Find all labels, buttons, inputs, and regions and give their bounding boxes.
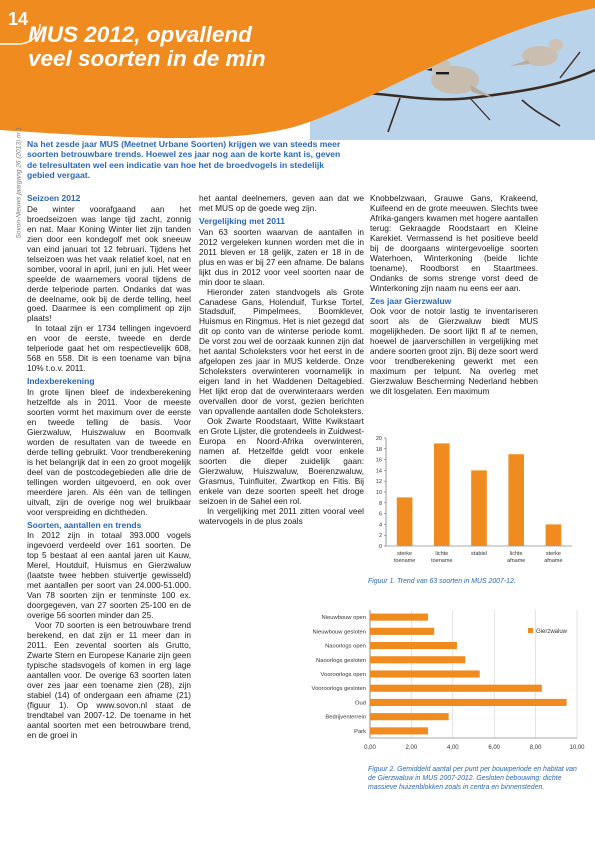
trend-bar-chart: [364, 432, 584, 574]
paragraph: In grote lijnen bleef de indexberekening hetzelfde als in 2011. Voor de meeste soorten vormt het maximum over de eerste en tweede telling de basis. Voor Gierzwaluw, Huiszwaluw en Boomvalk worden de resultaten van de tweede en derde telling gebruikt. Voor trendberekening is het belangrijk dat in een zo groot mogelijk deel van de postcodegebieden alle drie de tellingen worden uitgevoerd, en ook over meerdere jaren. Als één van de tellingen uitvalt, zijn de overige nog wel bruikbaar voor verspreiding en dichtheden.: [27, 387, 191, 517]
bar: [434, 443, 450, 546]
paragraph: het aantal deelnemers, geven aan dat we met MUS op de goede weg zijn.: [199, 193, 364, 213]
y-tick-label: 2: [378, 533, 382, 540]
paragraph: In totaal zijn er 1734 tellingen ingevoerd en voor de eerste, tweede en derde telperiode gaat het om respectievelijk 608, 568 en 558. Dit is een toename van bijna 10% t.o.v. 2011.: [27, 323, 191, 374]
bar: [471, 470, 487, 546]
x-tick-label: afname: [507, 558, 526, 564]
bar: [370, 670, 480, 677]
y-tick-label: Vooroorlogs open: [320, 672, 366, 678]
paragraph: Knobbelzwaan, Grauwe Gans, Krakeend, Kuifeend en de grote meeuwen. Slechts twee Afrika-gangers kwamen met hogere aantallen terug: Gekraagde Roodstaart en Kleine Karekiet. Vermassend is het positieve beeld bij de doorgaans wintergevoelige soorten Waterhoen, Winterkoning (beide lichte toename), Roodborst en Staartmees. Ondanks de soms strenge vorst deed de Winterkoning zijn naam nu eens eer aan.: [370, 193, 538, 293]
figure-2-caption: Figuur 2. Gemiddeld aantal per punt per bouwperiode en habitat van de Gierzwaluw in MUS 2007-2012. Gesloten bebouwing: dichte massieve huizenblokken zoals in centra en binnensteden.: [368, 766, 577, 791]
bar: [370, 713, 449, 720]
text-column-1: [27, 194, 191, 740]
section-heading: Zes jaar Gierzwaluw: [370, 295, 452, 306]
section-heading: Vergelijking met 2011: [199, 215, 285, 226]
text-column-3: [370, 194, 538, 397]
y-tick-label: 20: [375, 436, 382, 442]
x-tick-label: 2,00: [405, 745, 418, 751]
bar: [370, 642, 457, 649]
x-tick-label: toename: [431, 558, 453, 564]
x-tick-label: 4,00: [446, 745, 459, 751]
paragraph: Ook Zwarte Roodstaart, Witte Kwikstaart en Grote Lijster, die grotendeels in Zuidwest-Europa en Noord-Afrika overwinteren, namen af. Hetzelfde geldt voor enkele soorten die dieper zuidelijk gaan: Gierzwaluw, Huiszwaluw, Boerenzwaluw, Grasmus, Tuinfluiter, Zwartkop en Fitis. Bij enkele van deze soorten speelt het droge seizoen in de Sahel een rol.: [199, 415, 364, 506]
paragraph: Voor 70 soorten is een betrouwbare trend berekend, en dat zijn er 11 meer dan in 2011. Een zevental soorten als Grutto, Zwarte Stern en Europese Kanarie zijn geen typische stadsvogels of komen in erg lage aantallen voor. De overige 63 soorten laten over zes jaar een toename zien (28), zijn stabiel (14) of ondergaan een afname (21) (figuur 1). Op www.sovon.nl staat de trendtabel van 2007-12. De toename in het aantal soorten met een betrouwbare trend, en de groei in: [27, 620, 191, 740]
y-tick-label: 10: [375, 490, 382, 496]
y-tick-label: Naoorlogs gesloten: [316, 657, 366, 664]
paragraph: In vergelijking met 2011 zitten vooral veel watervogels in de plus zoals: [199, 505, 364, 526]
x-tick-label: sterke: [545, 551, 561, 557]
x-tick-label: lichte: [509, 551, 523, 557]
y-tick-label: Naoorlogs open: [325, 643, 366, 650]
y-tick-label: 4: [378, 522, 382, 529]
x-tick-label: lichte: [435, 551, 449, 557]
paragraph: De winter voorafgaand aan het broedseizoen was lange tijd zacht, zonnig en nat. Maar Koning Winter liet zijn tanden zien door een kondegolf met ook sneeuw van eind januari tot 12 februari. Tijdens het telseizoen was het vaak relatief koel, nat en somber, vooral in april, juni en juli. Het weer speelde de waarnemers vooral tijdens de derde telperiode parten. Ondanks dat was de deelname, ook bij de derde telling, heel goed. Daarmee is een compliment op zijn plaats!: [27, 203, 191, 324]
gierzwaluw-bar-chart: [200, 606, 590, 764]
journal-sidebar: Sovon-Nieuws jaargang 26 (2013) nr 1: [15, 126, 23, 239]
intro-paragraph: Na het zesde jaar MUS (Meetnet Urbane Soorten) krijgen we van steeds meer soorten betrouwbare trends. Hoewel zes jaar nog aan de korte kant is, geven de telresultaten wel een indicatie van hoe het de broedvogels in stedelijk gebied vergaat.: [27, 139, 341, 181]
y-tick-label: Park: [354, 728, 366, 735]
text-column-2: [199, 194, 364, 526]
section-heading: Indexberekening: [27, 376, 95, 387]
x-tick-label: afname: [544, 558, 563, 564]
page-title: [28, 23, 266, 71]
y-tick-label: 8: [378, 500, 382, 507]
bar: [508, 454, 524, 546]
bar: [370, 699, 567, 706]
figure-1-caption: Figuur 1. Trend van 63 soorten in MUS 2007-12.: [368, 578, 516, 585]
paragraph: Ook voor de notoir lastig te inventariseren soort als de Gierzwaluw biedt MUS mogelijkheden. De soort lijkt fl af te nemen, hoewel de jaarverschillen in vergelijking met andere soorten groot zijn. Bij deze soort werd voor trendberekening gewerkt met een maximum per telpunt. Na overleg met Gierzwaluw Bescherming Nederland hebben we dit losgelaten. Een maximum: [370, 306, 538, 397]
bar: [370, 614, 428, 621]
bar: [397, 497, 413, 546]
x-tick-label: 8,00: [529, 745, 542, 751]
x-tick-label: toename: [393, 558, 416, 564]
x-tick-label: 0,00: [364, 745, 376, 751]
legend-label: Gierzwaluw: [536, 629, 568, 635]
y-tick-label: 16: [375, 457, 382, 464]
bar: [370, 727, 428, 734]
x-tick-label: stabiel: [471, 551, 487, 557]
section-heading: Seizoen 2012: [27, 193, 81, 203]
paragraph: In 2012 zijn in totaal 393.000 vogels ingevoerd verdeeld over 161 soorten. De top 5 bestaat al een aantal jaren uit Kauw, Merel, Houtduif, Huismus en Gierzwaluw (laatste twee hebben stuivertje gewisseld) met aantallen per soort van 24.000-51.000. Van 78 soorten zijn er tenminste 100 ex. doorgegeven, van 27 soorten 25-100 en de overige 56 soorten minder dan 25.: [27, 530, 191, 621]
y-tick-label: Nieuwbouw open: [321, 615, 366, 622]
section-heading: Soorten, aantallen en trends: [27, 519, 142, 530]
y-tick-label: Nieuwbouw gesloten: [312, 629, 366, 636]
bar: [370, 628, 434, 635]
x-tick-label: sterke: [397, 551, 413, 557]
x-tick-label: 10,00: [569, 745, 585, 751]
title-line: veel soorten in de min: [28, 46, 266, 71]
bar: [370, 656, 465, 663]
y-tick-label: 14: [375, 468, 382, 475]
paragraph: Van 63 soorten waarvan de aantallen in 2012 vergeleken kunnen worden met die in 2011 bleven er 18 gelijk, zaten er 18 in de plus en was er bij 27 een afname. De balans lijkt dus in 2012 voor veel soorten naar de min door te slaan.: [199, 226, 364, 287]
paragraph: Hieronder zaten standvogels als Grote Canadese Gans, Holenduif, Turkse Tortel, Stadsduif, Pimpelmees, Boomklever, Huismus en Ringmus. Het is niet gezegd dat dit op conto van de winterse periode komt. De vorst zou wel de oorzaak kunnen zijn dat het aantal Scholeksters voor het eerst in de afgelopen zes jaar in MUS kelderde. Onze Scholeksters overwinteren voornamelijk in eigen land in het Waddenen Deltagebied. Het lijkt erop dat de overwinteraars werden overvallen door de vorst, gezien berichten van opvallende aantallen dode Scholeksters.: [199, 286, 364, 417]
x-tick-label: 6,00: [488, 745, 501, 751]
page-number: 14: [8, 9, 29, 29]
y-tick-label: Oud: [355, 700, 366, 707]
y-tick-label: 12: [375, 479, 382, 486]
y-tick-label: 18: [375, 446, 382, 453]
header-banner: [0, 0, 595, 140]
bar: [370, 685, 542, 692]
y-tick-label: 6: [378, 511, 382, 518]
bar: [546, 524, 562, 546]
y-tick-label: Vooroorlogs gesloten: [311, 686, 366, 693]
y-tick-label: 0: [378, 544, 382, 550]
y-tick-label: Bedrijventerrein: [325, 714, 366, 721]
title-line: MUS 2012, opvallend: [28, 22, 252, 47]
legend-swatch: [528, 628, 533, 633]
